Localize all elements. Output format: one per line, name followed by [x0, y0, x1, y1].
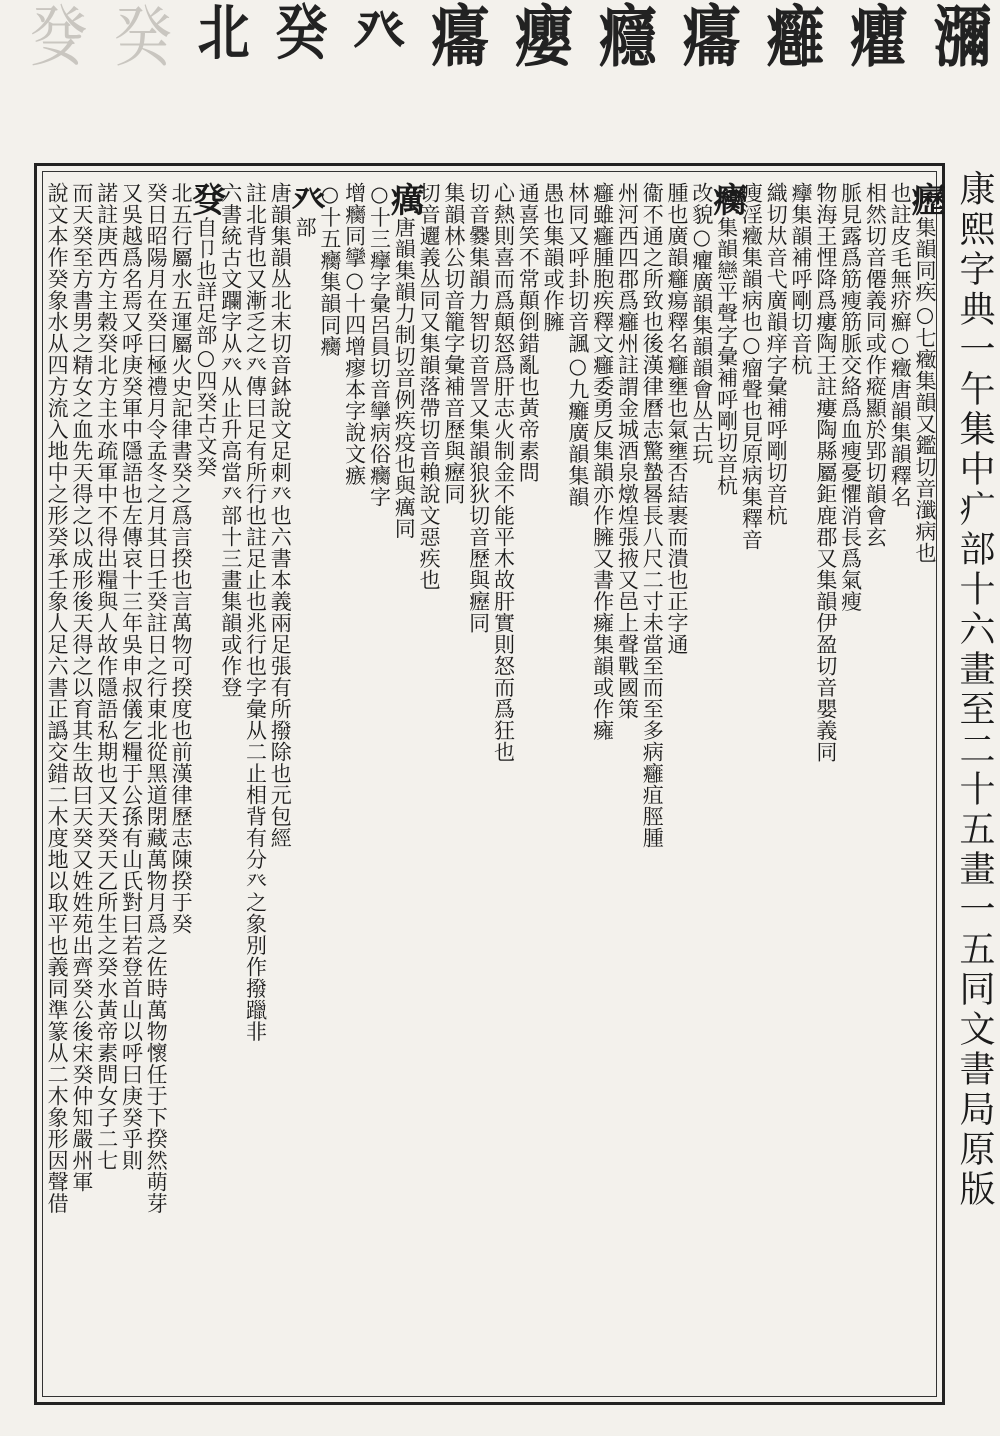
book-title: 康熙字典: [954, 170, 995, 330]
text-column: [589, 172, 614, 1396]
column-text: 也註皮毛無疥癬○癥唐韻集韻釋名: [888, 182, 913, 508]
column-text: 註北背也又漸乏之癶傳曰足有所行也註足止也兆行也字彙从二止相背有分癶之象別作撥躐非: [243, 182, 268, 1042]
text-column: [43, 172, 68, 1396]
column-text: 衞不通之所致也後漢律曆志驚蟄晷長八尺二寸未當至而至多病癰疽脛腫: [640, 182, 665, 849]
column-text: 物海王悝降爲瘻陶王註瘻陶縣屬鉅鹿郡又集韻伊盈切音嬰義同: [813, 182, 838, 763]
text-column: [539, 172, 564, 1396]
column-text: 說文本作癸象水从四方流入地中之形癸承壬象人足六書正譌交錯二木度地以取平也義同準篆从二木象形因聲借: [45, 182, 70, 1214]
column-text: 織切夶音弋廣韻痒字彙補呼剛切音杭: [764, 182, 789, 526]
text-column: [614, 172, 639, 1396]
column-text: ○十五癵集韻同癵: [317, 182, 342, 357]
text-frame-inner: [42, 171, 945, 1397]
headword: 癹: [185, 182, 226, 217]
column-text: 唐韻集韻力制切音例疾疫也與癘同: [392, 216, 417, 539]
seal-script-header: [30, 0, 990, 158]
column-text: 增癵同攣○十四增瘳本字說文瘯: [342, 182, 367, 486]
text-column: [905, 172, 945, 1396]
text-column: [242, 172, 267, 1396]
column-text: 集韻戀平聲字彙補呼剛切音杭: [714, 216, 739, 496]
text-column: [285, 172, 326, 1396]
column-text: 切音爨集韻力智切音詈又集韻狼狄切音歷與癧同: [466, 182, 491, 634]
text-frame: [34, 163, 945, 1405]
text-column: [706, 172, 747, 1396]
column-text: 集韻林公切音籠字彙補音歷與癧同: [441, 182, 466, 505]
text-column: [316, 172, 341, 1396]
seal-char: 癮: [598, 0, 655, 77]
column-text: 而天癸至方書男之精女之血先天得之以成形後天得之以育其生故曰天癸又姓姓苑出齊癸公後宋癸仲知嚴州軍: [69, 182, 94, 1193]
text-column: [837, 172, 862, 1396]
text-column: [167, 172, 192, 1396]
column-text: 又吳越爲名焉又呼庚癸軍中隱語也左傳哀十三年吳申叔儀乞糧于公孫有山氏對曰若登首山以呼曰庚癸乎則: [119, 182, 144, 1171]
text-column: [564, 172, 589, 1396]
column-text: 癰雖癰腫胞疾釋文癰委勇反集韻亦作臃又書作癕集韻或作癕: [590, 182, 615, 741]
seal-char: 癟: [431, 0, 488, 77]
seal-char: 癭: [514, 0, 571, 77]
stroke-range: 十六畫至二十五畫: [954, 570, 995, 890]
column-text: 脈見露爲筋瘦筋脈交絡爲血瘦憂懼消長爲氣瘦: [838, 182, 863, 612]
text-column: [663, 172, 688, 1396]
text-column: [366, 172, 391, 1396]
text-column: [514, 172, 539, 1396]
column-text: 腫也廣韻癰瘍釋名癰壅也氣壅否結裹而潰也正字通: [665, 182, 690, 655]
column-text: 林同又呼卦切音諷○九癱廣韻集韻: [565, 182, 590, 508]
column-text: 切音邐義丛同又集韻落帶切音賴說文惡疾也: [417, 182, 442, 591]
seal-char: 癟: [682, 0, 739, 77]
text-column: [886, 172, 911, 1396]
text-column: [143, 172, 168, 1396]
volume-mark: 一: [954, 330, 995, 370]
column-text: 州河西四郡爲癰州註謂金城酒泉燉煌張掖又邑上聲戰國策: [615, 182, 640, 720]
seal-char: 瀰: [933, 0, 990, 77]
headword: 癧: [905, 182, 945, 217]
text-column: [490, 172, 515, 1396]
text-column: [787, 172, 812, 1396]
text-column: [762, 172, 787, 1396]
text-column: [688, 172, 713, 1396]
seal-char: 癯: [850, 0, 907, 77]
column-text: 集韻同疾○七癥集韻又鑑切音瀸病也: [913, 216, 937, 564]
publisher: 同文書局原版: [954, 970, 995, 1210]
collection: 午集中: [954, 370, 995, 490]
column-text: 癸日昭陽月在癸曰極禮月令孟冬之月其日壬癸註日之行東北從黑道閉藏萬物月爲之佐時萬物懷任于下揆然萌芽: [144, 182, 169, 1214]
column-text: 通喜笑不常顛倒錯亂也黃帝素問: [516, 182, 541, 483]
text-column: [465, 172, 490, 1396]
text-column: [217, 172, 242, 1396]
text-column: [638, 172, 663, 1396]
text-column: [118, 172, 143, 1396]
column-text: 自卩也詳足部○四癸古文癸: [193, 216, 218, 478]
headword: 癵: [706, 182, 747, 217]
headword: 癘: [384, 182, 425, 217]
column-text: 六書統古文躝字从癶从止升高當癶部十三畫集韻或作登: [218, 182, 243, 698]
text-column: [384, 172, 425, 1396]
column-text: 部: [293, 216, 318, 238]
seal-char-faint: 癸: [113, 0, 170, 77]
seal-char: 癸: [275, 0, 326, 69]
text-column: [738, 172, 763, 1396]
dictionary-columns: [43, 172, 945, 1396]
text-column: [862, 172, 887, 1396]
column-text: 改貌○癯廣韻集韻韻會丛古玩: [689, 182, 714, 465]
headword: 癶: [285, 182, 326, 217]
column-text: 愚也集韻或作臃: [541, 182, 566, 333]
text-column: [93, 172, 118, 1396]
seal-char: 癰: [766, 0, 823, 77]
column-text: 北五行屬水五運屬火史記律書癸之爲言揆也言萬物可揆度也前漢律歷志陳揆于癸: [169, 182, 194, 935]
text-column: [415, 172, 440, 1396]
text-column: [341, 172, 366, 1396]
seal-char: 癶: [353, 0, 404, 69]
column-text: 相然切音僊義同或作瘲顯於郢切韻會玄: [863, 182, 888, 548]
column-text: 諾註庚西方主穀癸北方主水疏軍中不得出糧與人故作隱語私期也又天癸天乙所生之癸水黃帝素問女子二七: [94, 182, 119, 1171]
text-column: [185, 172, 226, 1396]
page-number: 一五: [954, 890, 995, 970]
seal-char: 北: [197, 0, 248, 69]
text-column: [68, 172, 93, 1396]
margin-running-title: [952, 170, 996, 1390]
column-text: 瘦淫癥集韻病也○瘤聲也見原病集釋音: [739, 182, 764, 551]
seal-char-faint: 癹: [30, 0, 87, 77]
text-column: [812, 172, 837, 1396]
column-text: 癴集韻補呼剛切音杭: [789, 182, 814, 376]
column-text: 唐韻集韻丛北末切音鉢說文足刺癶也六書本義兩足張有所撥除也元包經: [268, 182, 293, 849]
radical-section: 疒部: [954, 490, 995, 570]
column-text: ○十三癴字彙呂員切音攣病俗癵字: [367, 182, 392, 508]
text-column: [266, 172, 291, 1396]
text-column: [440, 172, 465, 1396]
column-text: 心熱則喜而爲顛怒爲肝志火制金不能平木故肝實則怒而爲狂也: [491, 182, 516, 763]
